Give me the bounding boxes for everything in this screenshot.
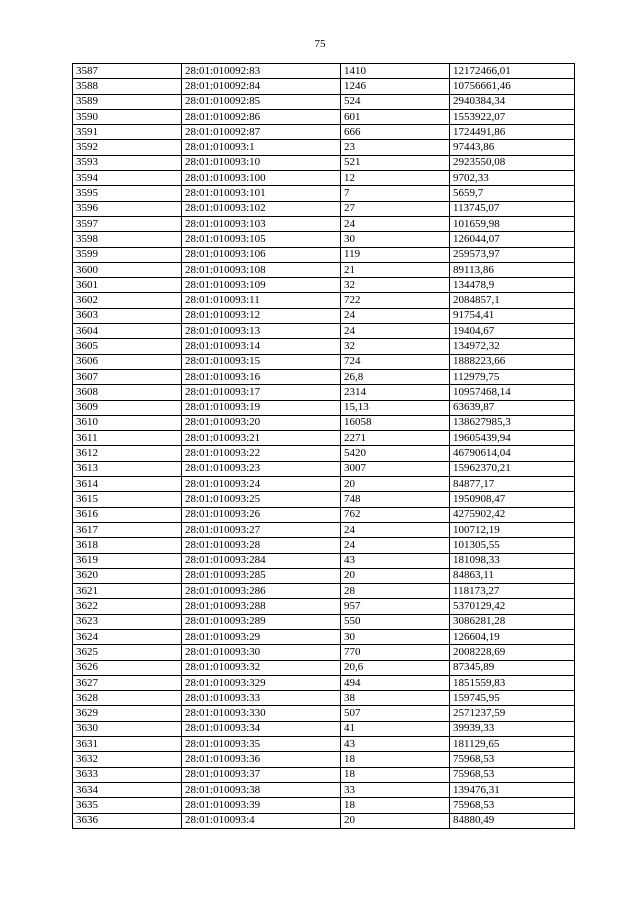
- row-number-cell: 3603: [73, 308, 182, 323]
- row-number-cell: 3613: [73, 461, 182, 476]
- cadastral-value-cell: 97443,86: [450, 140, 575, 155]
- row-number-cell: 3597: [73, 216, 182, 231]
- cadastral-value-cell: 19605439,94: [450, 431, 575, 446]
- table-row: [73, 94, 575, 109]
- table-row: [73, 660, 575, 675]
- cadastral-value-cell: 112979,75: [450, 369, 575, 384]
- cadastral-value-cell: 19404,67: [450, 324, 575, 339]
- cadastral-number-cell: 28:01:010092:83: [182, 64, 341, 79]
- cadastral-value-cell: 118173,27: [450, 584, 575, 599]
- row-number-cell: 3605: [73, 339, 182, 354]
- row-number-cell: 3625: [73, 645, 182, 660]
- table-row: [73, 706, 575, 721]
- table-row: [73, 721, 575, 736]
- cadastral-value-cell: 159745,95: [450, 691, 575, 706]
- area-cell: 24: [341, 522, 450, 537]
- table-row: [73, 354, 575, 369]
- area-cell: 18: [341, 752, 450, 767]
- area-cell: 28: [341, 584, 450, 599]
- cadastral-number-cell: 28:01:010093:19: [182, 400, 341, 415]
- cadastral-number-cell: 28:01:010093:329: [182, 675, 341, 690]
- area-cell: 23: [341, 140, 450, 155]
- row-number-cell: 3602: [73, 293, 182, 308]
- cadastral-number-cell: 28:01:010093:37: [182, 767, 341, 782]
- row-number-cell: 3620: [73, 568, 182, 583]
- area-cell: 32: [341, 339, 450, 354]
- table-row: [73, 553, 575, 568]
- table-row: [73, 691, 575, 706]
- cadastral-number-cell: 28:01:010093:39: [182, 798, 341, 813]
- area-cell: 38: [341, 691, 450, 706]
- cadastral-value-cell: 39939,33: [450, 721, 575, 736]
- area-cell: 20,6: [341, 660, 450, 675]
- cadastral-value-cell: 12172466,01: [450, 64, 575, 79]
- cadastral-number-cell: 28:01:010093:17: [182, 385, 341, 400]
- table-row: [73, 477, 575, 492]
- cadastral-number-cell: 28:01:010093:10: [182, 155, 341, 170]
- cadastral-value-cell: 113745,07: [450, 201, 575, 216]
- table-row: [73, 782, 575, 797]
- cadastral-value-cell: 1553922,07: [450, 109, 575, 124]
- table-row: [73, 584, 575, 599]
- row-number-cell: 3600: [73, 262, 182, 277]
- table-row: [73, 645, 575, 660]
- cadastral-number-cell: 28:01:010093:109: [182, 278, 341, 293]
- area-cell: 33: [341, 782, 450, 797]
- page-number: 75: [314, 38, 326, 50]
- row-number-cell: 3593: [73, 155, 182, 170]
- cadastral-number-cell: 28:01:010093:30: [182, 645, 341, 660]
- cadastral-value-cell: 139476,31: [450, 782, 575, 797]
- area-cell: 1410: [341, 64, 450, 79]
- table-row: [73, 308, 575, 323]
- area-cell: 507: [341, 706, 450, 721]
- area-cell: 666: [341, 125, 450, 140]
- cadastral-number-cell: 28:01:010093:26: [182, 507, 341, 522]
- cadastral-value-cell: 63639,87: [450, 400, 575, 415]
- cadastral-number-cell: 28:01:010093:23: [182, 461, 341, 476]
- area-cell: 2314: [341, 385, 450, 400]
- cadastral-value-cell: 126604,19: [450, 629, 575, 644]
- area-cell: 20: [341, 813, 450, 828]
- cadastral-number-cell: 28:01:010093:28: [182, 538, 341, 553]
- area-cell: 24: [341, 216, 450, 231]
- cadastral-number-cell: 28:01:010093:38: [182, 782, 341, 797]
- cadastral-value-cell: 181098,33: [450, 553, 575, 568]
- table-row: [73, 522, 575, 537]
- cadastral-value-cell: 1851559,83: [450, 675, 575, 690]
- area-cell: 7: [341, 186, 450, 201]
- cadastral-number-cell: 28:01:010093:20: [182, 415, 341, 430]
- cadastral-number-cell: 28:01:010093:21: [182, 431, 341, 446]
- cadastral-number-cell: 28:01:010093:11: [182, 293, 341, 308]
- cadastral-value-cell: 181129,65: [450, 737, 575, 752]
- table-row: [73, 675, 575, 690]
- row-number-cell: 3614: [73, 477, 182, 492]
- table-row: [73, 752, 575, 767]
- cadastral-number-cell: 28:01:010093:108: [182, 262, 341, 277]
- cadastral-number-cell: 28:01:010093:34: [182, 721, 341, 736]
- area-cell: 521: [341, 155, 450, 170]
- table-row: [73, 293, 575, 308]
- table-row: [73, 186, 575, 201]
- row-number-cell: 3601: [73, 278, 182, 293]
- cadastral-value-cell: 9702,33: [450, 171, 575, 186]
- row-number-cell: 3587: [73, 64, 182, 79]
- row-number-cell: 3621: [73, 584, 182, 599]
- area-cell: 18: [341, 798, 450, 813]
- table-row: [73, 629, 575, 644]
- cadastral-number-cell: 28:01:010093:14: [182, 339, 341, 354]
- row-number-cell: 3628: [73, 691, 182, 706]
- table-row: [73, 599, 575, 614]
- row-number-cell: 3592: [73, 140, 182, 155]
- table-row: [73, 507, 575, 522]
- cadastral-number-cell: 28:01:010093:101: [182, 186, 341, 201]
- area-cell: 26,8: [341, 369, 450, 384]
- row-number-cell: 3606: [73, 354, 182, 369]
- cadastral-number-cell: 28:01:010093:102: [182, 201, 341, 216]
- cadastral-number-cell: 28:01:010093:330: [182, 706, 341, 721]
- area-cell: 748: [341, 492, 450, 507]
- table-row: [73, 79, 575, 94]
- cadastral-value-cell: 91754,41: [450, 308, 575, 323]
- cadastral-number-cell: 28:01:010093:288: [182, 599, 341, 614]
- row-number-cell: 3626: [73, 660, 182, 675]
- area-cell: 524: [341, 94, 450, 109]
- row-number-cell: 3623: [73, 614, 182, 629]
- cadastral-value-cell: 75968,53: [450, 752, 575, 767]
- cadastral-number-cell: 28:01:010093:32: [182, 660, 341, 675]
- cadastral-number-cell: 28:01:010093:22: [182, 446, 341, 461]
- row-number-cell: 3598: [73, 232, 182, 247]
- area-cell: 3007: [341, 461, 450, 476]
- row-number-cell: 3612: [73, 446, 182, 461]
- cadastral-value-cell: 89113,86: [450, 262, 575, 277]
- cadastral-number-cell: 28:01:010093:29: [182, 629, 341, 644]
- area-cell: 20: [341, 477, 450, 492]
- row-number-cell: 3607: [73, 369, 182, 384]
- cadastral-value-cell: 2008228,69: [450, 645, 575, 660]
- area-cell: 724: [341, 354, 450, 369]
- cadastral-value-cell: 87345,89: [450, 660, 575, 675]
- cadastral-value-cell: 1950908,47: [450, 492, 575, 507]
- table-row: [73, 247, 575, 262]
- cadastral-value-cell: 10756661,46: [450, 79, 575, 94]
- cadastral-value-cell: 2084857,1: [450, 293, 575, 308]
- cadastral-value-cell: 5370129,42: [450, 599, 575, 614]
- table-row: [73, 431, 575, 446]
- registry-table-body: [73, 64, 575, 829]
- table-row: [73, 614, 575, 629]
- cadastral-number-cell: 28:01:010093:284: [182, 553, 341, 568]
- area-cell: 2271: [341, 431, 450, 446]
- area-cell: 12: [341, 171, 450, 186]
- row-number-cell: 3633: [73, 767, 182, 782]
- area-cell: 24: [341, 324, 450, 339]
- row-number-cell: 3624: [73, 629, 182, 644]
- row-number-cell: 3611: [73, 431, 182, 446]
- row-number-cell: 3591: [73, 125, 182, 140]
- table-row: [73, 385, 575, 400]
- cadastral-value-cell: 4275902,42: [450, 507, 575, 522]
- area-cell: 762: [341, 507, 450, 522]
- cadastral-registry-table: [72, 63, 575, 829]
- row-number-cell: 3594: [73, 171, 182, 186]
- area-cell: 32: [341, 278, 450, 293]
- cadastral-value-cell: 75968,53: [450, 767, 575, 782]
- cadastral-value-cell: 1888223,66: [450, 354, 575, 369]
- area-cell: 1246: [341, 79, 450, 94]
- cadastral-value-cell: 2571237,59: [450, 706, 575, 721]
- row-number-cell: 3617: [73, 522, 182, 537]
- row-number-cell: 3618: [73, 538, 182, 553]
- row-number-cell: 3604: [73, 324, 182, 339]
- row-number-cell: 3609: [73, 400, 182, 415]
- cadastral-number-cell: 28:01:010093:100: [182, 171, 341, 186]
- table-row: [73, 813, 575, 828]
- cadastral-value-cell: 2940384,34: [450, 94, 575, 109]
- area-cell: 16058: [341, 415, 450, 430]
- table-row: [73, 492, 575, 507]
- cadastral-value-cell: 259573,97: [450, 247, 575, 262]
- table-row: [73, 767, 575, 782]
- cadastral-value-cell: 138627985,3: [450, 415, 575, 430]
- table-row: [73, 369, 575, 384]
- cadastral-value-cell: 5659,7: [450, 186, 575, 201]
- table-row: [73, 125, 575, 140]
- table-row: [73, 155, 575, 170]
- table-row: [73, 798, 575, 813]
- cadastral-number-cell: 28:01:010093:33: [182, 691, 341, 706]
- area-cell: 494: [341, 675, 450, 690]
- row-number-cell: 3632: [73, 752, 182, 767]
- table-row: [73, 538, 575, 553]
- cadastral-number-cell: 28:01:010092:86: [182, 109, 341, 124]
- cadastral-value-cell: 100712,19: [450, 522, 575, 537]
- area-cell: 30: [341, 629, 450, 644]
- area-cell: 15,13: [341, 400, 450, 415]
- cadastral-value-cell: 101305,55: [450, 538, 575, 553]
- table-row: [73, 140, 575, 155]
- cadastral-number-cell: 28:01:010093:285: [182, 568, 341, 583]
- cadastral-value-cell: 134972,32: [450, 339, 575, 354]
- cadastral-number-cell: 28:01:010093:105: [182, 232, 341, 247]
- row-number-cell: 3608: [73, 385, 182, 400]
- cadastral-value-cell: 10957468,14: [450, 385, 575, 400]
- row-number-cell: 3616: [73, 507, 182, 522]
- row-number-cell: 3588: [73, 79, 182, 94]
- row-number-cell: 3619: [73, 553, 182, 568]
- row-number-cell: 3622: [73, 599, 182, 614]
- row-number-cell: 3631: [73, 737, 182, 752]
- cadastral-value-cell: 101659,98: [450, 216, 575, 231]
- cadastral-number-cell: 28:01:010093:16: [182, 369, 341, 384]
- cadastral-number-cell: 28:01:010093:24: [182, 477, 341, 492]
- cadastral-value-cell: 3086281,28: [450, 614, 575, 629]
- cadastral-value-cell: 126044,07: [450, 232, 575, 247]
- row-number-cell: 3610: [73, 415, 182, 430]
- cadastral-number-cell: 28:01:010093:13: [182, 324, 341, 339]
- cadastral-number-cell: 28:01:010093:106: [182, 247, 341, 262]
- cadastral-number-cell: 28:01:010093:12: [182, 308, 341, 323]
- area-cell: 21: [341, 262, 450, 277]
- cadastral-number-cell: 28:01:010093:35: [182, 737, 341, 752]
- cadastral-value-cell: 46790614,04: [450, 446, 575, 461]
- cadastral-number-cell: 28:01:010093:36: [182, 752, 341, 767]
- area-cell: 24: [341, 538, 450, 553]
- row-number-cell: 3590: [73, 109, 182, 124]
- area-cell: 5420: [341, 446, 450, 461]
- row-number-cell: 3629: [73, 706, 182, 721]
- row-number-cell: 3635: [73, 798, 182, 813]
- cadastral-number-cell: 28:01:010093:286: [182, 584, 341, 599]
- row-number-cell: 3634: [73, 782, 182, 797]
- table-row: [73, 232, 575, 247]
- row-number-cell: 3589: [73, 94, 182, 109]
- cadastral-number-cell: 28:01:010093:103: [182, 216, 341, 231]
- area-cell: 43: [341, 737, 450, 752]
- table-row: [73, 461, 575, 476]
- cadastral-value-cell: 84877,17: [450, 477, 575, 492]
- table-row: [73, 216, 575, 231]
- row-number-cell: 3636: [73, 813, 182, 828]
- area-cell: 24: [341, 308, 450, 323]
- area-cell: 41: [341, 721, 450, 736]
- cadastral-value-cell: 84863,11: [450, 568, 575, 583]
- area-cell: 601: [341, 109, 450, 124]
- area-cell: 30: [341, 232, 450, 247]
- row-number-cell: 3615: [73, 492, 182, 507]
- cadastral-value-cell: 134478,9: [450, 278, 575, 293]
- cadastral-number-cell: 28:01:010093:27: [182, 522, 341, 537]
- area-cell: 43: [341, 553, 450, 568]
- row-number-cell: 3599: [73, 247, 182, 262]
- cadastral-number-cell: 28:01:010093:25: [182, 492, 341, 507]
- cadastral-value-cell: 2923550,08: [450, 155, 575, 170]
- cadastral-value-cell: 1724491,86: [450, 125, 575, 140]
- area-cell: 550: [341, 614, 450, 629]
- area-cell: 119: [341, 247, 450, 262]
- row-number-cell: 3630: [73, 721, 182, 736]
- cadastral-number-cell: 28:01:010092:87: [182, 125, 341, 140]
- row-number-cell: 3596: [73, 201, 182, 216]
- area-cell: 18: [341, 767, 450, 782]
- table-row: [73, 446, 575, 461]
- area-cell: 722: [341, 293, 450, 308]
- area-cell: 957: [341, 599, 450, 614]
- table-row: [73, 201, 575, 216]
- table-row: [73, 400, 575, 415]
- area-cell: 20: [341, 568, 450, 583]
- row-number-cell: 3595: [73, 186, 182, 201]
- cadastral-number-cell: 28:01:010092:85: [182, 94, 341, 109]
- table-row: [73, 109, 575, 124]
- cadastral-number-cell: 28:01:010093:4: [182, 813, 341, 828]
- table-row: [73, 64, 575, 79]
- cadastral-number-cell: 28:01:010093:289: [182, 614, 341, 629]
- table-row: [73, 568, 575, 583]
- cadastral-value-cell: 84880,49: [450, 813, 575, 828]
- table-row: [73, 171, 575, 186]
- area-cell: 27: [341, 201, 450, 216]
- cadastral-value-cell: 15962370,21: [450, 461, 575, 476]
- area-cell: 770: [341, 645, 450, 660]
- table-row: [73, 324, 575, 339]
- table-row: [73, 737, 575, 752]
- table-row: [73, 278, 575, 293]
- cadastral-number-cell: 28:01:010093:15: [182, 354, 341, 369]
- cadastral-number-cell: 28:01:010092:84: [182, 79, 341, 94]
- table-row: [73, 339, 575, 354]
- table-row: [73, 262, 575, 277]
- row-number-cell: 3627: [73, 675, 182, 690]
- table-row: [73, 415, 575, 430]
- cadastral-value-cell: 75968,53: [450, 798, 575, 813]
- cadastral-number-cell: 28:01:010093:1: [182, 140, 341, 155]
